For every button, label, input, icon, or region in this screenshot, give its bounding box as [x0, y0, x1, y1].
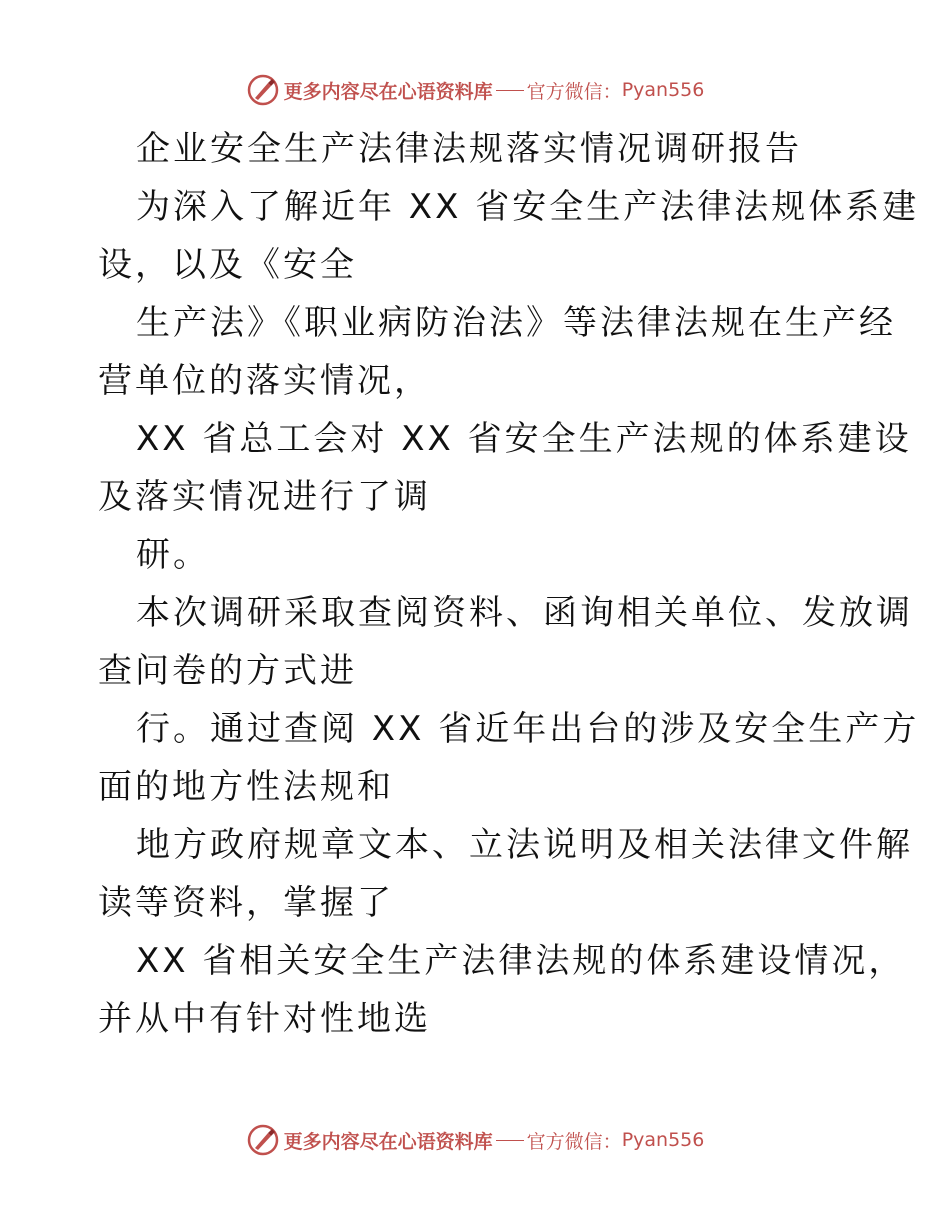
document-body	[98, 120, 920, 1048]
watermark-wechat-id: Pyan556	[621, 79, 705, 101]
pen-logo-icon	[246, 73, 280, 107]
paragraph-line: 读等资料，掌握了	[98, 883, 394, 923]
paragraph-line: XX 省总工会对 XX 省安全生产法规的体系建设	[136, 419, 912, 459]
paragraph-line: XX 省相关安全生产法律法规的体系建设情况，	[136, 941, 906, 981]
paragraph-line: 生产法》《职业病防治法》等法律法规在生产经	[136, 303, 896, 343]
watermark-wechat-label: 官方微信：	[526, 80, 622, 103]
document-title: 企业安全生产法律法规落实情况调研报告	[136, 129, 802, 169]
paragraph-line: 查问卷的方式进	[98, 651, 357, 691]
paragraph-line: 并从中有针对性地选	[98, 999, 431, 1039]
paragraph-line: 及落实情况进行了调	[98, 477, 431, 517]
watermark-site-text: 更多内容尽在心语资料库	[283, 80, 493, 103]
footer-watermark	[0, 1120, 950, 1160]
paragraph-line: 面的地方性法规和	[98, 767, 394, 807]
pen-logo-icon	[246, 1123, 280, 1157]
paragraph-line: 设，以及《安全	[98, 245, 357, 285]
paragraph-line: 本次调研采取查阅资料、函询相关单位、发放调	[136, 593, 913, 633]
watermark-wechat-id: Pyan556	[621, 1129, 705, 1151]
paragraph-line: 研。	[136, 535, 210, 575]
paragraph-line: 地方政府规章文本、立法说明及相关法律文件解	[136, 825, 913, 865]
header-watermark	[0, 70, 950, 110]
watermark-dash	[496, 90, 524, 91]
paragraph-line: 行。通过查阅 XX 省近年出台的涉及安全生产方	[136, 709, 920, 749]
watermark-site-text: 更多内容尽在心语资料库	[283, 1130, 493, 1153]
watermark-dash	[496, 1140, 524, 1141]
watermark-wechat-label: 官方微信：	[526, 1130, 622, 1153]
paragraph-line: 为深入了解近年 XX 省安全生产法律法规体系建	[136, 187, 920, 227]
paragraph-line: 营单位的落实情况，	[98, 361, 431, 401]
